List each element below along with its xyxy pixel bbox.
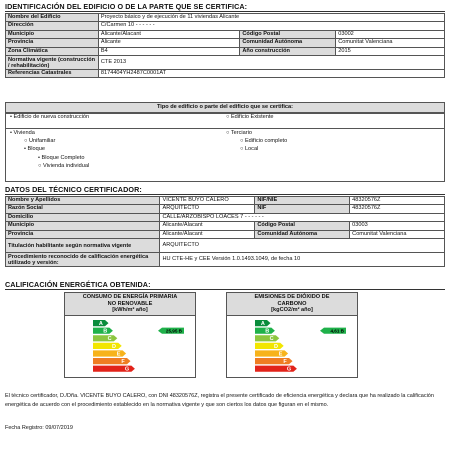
bullet-icon: • — [10, 113, 14, 120]
field-label: Zona Climática — [6, 47, 99, 55]
table-row — [6, 230, 445, 238]
field-value: 03002 — [336, 30, 445, 38]
scale-letter: B — [265, 328, 270, 335]
building-table — [5, 13, 445, 78]
divider — [5, 11, 445, 12]
technician-table — [5, 196, 445, 267]
field-label: NIF — [255, 205, 350, 213]
emisiones-rating-header: EMISIONES DE DIÓXIDO DE CARBONO [kgCO2/m² año] — [227, 293, 357, 316]
field-label: Comunidad Autónoma — [255, 230, 350, 238]
field-label: Nombre del Edificio — [6, 14, 99, 22]
field-label: NIF/NIE — [255, 197, 350, 205]
radio-empty-icon: ○ — [226, 130, 231, 136]
consumo-rating-box — [64, 292, 196, 378]
option-edificio-completo[interactable]: ○ Edificio completo — [240, 138, 288, 144]
scale-letter: C — [269, 336, 274, 343]
table-row — [6, 70, 445, 78]
field-label: Provincia — [6, 230, 160, 238]
building-type-box — [5, 102, 445, 182]
field-label: Municipio — [6, 222, 160, 230]
emisiones-energy-scale — [227, 319, 357, 377]
table-row — [6, 205, 445, 213]
consumo-rating-header: CONSUMO DE ENERGÍA PRIMARIA NO RENOVABLE [kWh/m² año] — [65, 293, 195, 316]
scale-letter: A — [98, 321, 103, 327]
scale-bar-d — [255, 343, 284, 349]
table-row — [6, 39, 445, 47]
table-row — [6, 30, 445, 38]
emisiones-value: 4,61 B — [330, 328, 344, 334]
scale-bar-f — [93, 358, 131, 364]
field-label: Código Postal — [255, 222, 350, 230]
field-label: Normativa vigente (construcción / rehabilitación) — [6, 56, 99, 70]
option-edificio-existente[interactable]: ○ Edificio Existente — [226, 113, 274, 120]
field-label: Año construcción — [240, 47, 336, 55]
radio-empty-icon: ○ — [240, 138, 245, 144]
scale-letter: A — [260, 321, 265, 327]
field-value: 48320576Z — [350, 197, 445, 205]
building-section-title: IDENTIFICACIÓN DEL EDIFICIO O DE LA PARTE QUE SE CERTIFICA: — [5, 2, 248, 11]
consumo-energy-scale — [65, 319, 195, 377]
radio-empty-icon: ○ — [240, 146, 245, 152]
scale-bar-c — [255, 335, 279, 341]
scale-letter: D — [274, 343, 278, 350]
scale-letter: E — [116, 351, 121, 358]
scale-letter: C — [107, 336, 112, 343]
scale-bar-f — [255, 358, 293, 364]
divider — [5, 289, 445, 290]
field-value: HU CTE-HE y CEE Versión 1.0.1493.1049, de fecha 10 — [160, 253, 445, 267]
field-value: Comunitat Valenciana — [350, 230, 445, 238]
field-label: Referencias Catastrales — [6, 70, 99, 78]
option-vivienda[interactable]: • Vivienda — [10, 130, 35, 136]
table-row — [6, 56, 445, 70]
field-label: Código Postal — [240, 30, 336, 38]
scale-letter: F — [283, 359, 287, 365]
option-bloque[interactable]: • Bloque — [24, 146, 45, 152]
scale-letter: G — [286, 366, 292, 373]
scale-letter: G — [124, 366, 130, 373]
table-row — [6, 239, 445, 253]
table-row — [6, 14, 445, 22]
field-value: Proyecto básico y de ejecución de 11 viviendas Alicante — [98, 14, 444, 22]
certifier-statement: El técnico certificador, D./Dña. VICENTE BUYO CALERO, con DNI 48320576Z, registra el presente certificado de eficiencia energética y declara que ha realizado la calificación energética de acuerdo con el procedimiento establecido en la normativa vigente y que son ciertos los datos que figuran en el mismo. — [5, 393, 434, 408]
field-label: Procedimiento reconocido de calificación energética utilizado y versión: — [6, 253, 160, 267]
field-label: Dirección — [6, 22, 99, 30]
table-row — [6, 22, 445, 30]
option-terciario[interactable]: ○ Terciario — [226, 130, 252, 136]
field-value: Alicante — [98, 39, 240, 47]
option-vivienda-individual[interactable]: ○ Vivienda individual — [38, 163, 90, 169]
option-bloque-completo[interactable]: • Bloque Completo — [38, 155, 85, 161]
field-label: Razón Social — [6, 205, 160, 213]
scale-bar-c — [93, 335, 117, 341]
field-value: Comunitat Valenciana — [336, 39, 445, 47]
bullet-icon: • — [10, 130, 14, 136]
field-value: 48320576Z — [350, 205, 445, 213]
table-row — [6, 197, 445, 205]
scale-bar-d — [93, 343, 122, 349]
table-row — [6, 213, 445, 221]
scale-letter: E — [278, 351, 283, 358]
table-row — [6, 222, 445, 230]
field-label: Comunidad Autónoma — [240, 39, 336, 47]
scale-bar-e — [93, 350, 126, 356]
radio-empty-icon: ○ — [24, 138, 29, 144]
field-label: Municipio — [6, 30, 99, 38]
field-value: 03003 — [350, 222, 445, 230]
bullet-icon: • — [38, 155, 42, 161]
scale-bar-e — [255, 350, 288, 356]
option-local[interactable]: ○ Local — [240, 146, 259, 152]
radio-empty-icon: ○ — [38, 163, 43, 169]
building-type-header: Tipo de edificio o parte del edificio que se certifica: — [6, 103, 444, 113]
field-value: C/Carmen 10 - - - - - - — [98, 22, 444, 30]
field-value: CTE 2013 — [98, 56, 444, 70]
divider — [5, 194, 445, 195]
field-label: Provincia — [6, 39, 99, 47]
scale-letter: B — [103, 328, 108, 335]
field-value: Alicante/Alacant — [98, 30, 240, 38]
field-value: Alicante/Alacant — [160, 222, 255, 230]
scale-letter: F — [121, 359, 125, 365]
field-value: VICENTE BUYO CALERO — [160, 197, 255, 205]
field-value: 2015 — [336, 47, 445, 55]
field-value: Alicante/Alacant — [160, 230, 255, 238]
field-value: CALLE/ARZOBISPO LOACES 7 - - - - - - — [160, 213, 445, 221]
field-value: 8174404YH2487C0001AT — [98, 70, 444, 78]
field-value: ARQUITECTO — [160, 239, 445, 253]
field-label: Titulación habilitante según normativa vigente — [6, 239, 160, 253]
rating-section-title: CALIFICACIÓN ENERGÉTICA OBTENIDA: — [5, 280, 151, 289]
table-row — [6, 253, 445, 267]
technician-section-title: DATOS DEL TÉCNICO CERTIFICADOR: — [5, 185, 142, 194]
bullet-icon: • — [24, 146, 28, 152]
scale-letter: D — [112, 343, 116, 350]
field-value: B4 — [98, 47, 240, 55]
consumo-value: 25,95 B — [165, 328, 182, 334]
field-value: ARQUITECTO — [160, 205, 255, 213]
emisiones-rating-box — [226, 292, 358, 378]
option-unifamiliar[interactable]: ○ Unifamiliar — [24, 138, 56, 144]
table-row — [6, 47, 445, 55]
field-label: Nombre y Apellidos — [6, 197, 160, 205]
registration-date: Fecha Registro: 09/07/2019 — [5, 425, 73, 431]
radio-empty-icon: ○ — [226, 113, 231, 120]
field-label: Domicilio — [6, 213, 160, 221]
option-nueva-construccion[interactable]: • Edificio de nueva construcción — [10, 113, 90, 120]
